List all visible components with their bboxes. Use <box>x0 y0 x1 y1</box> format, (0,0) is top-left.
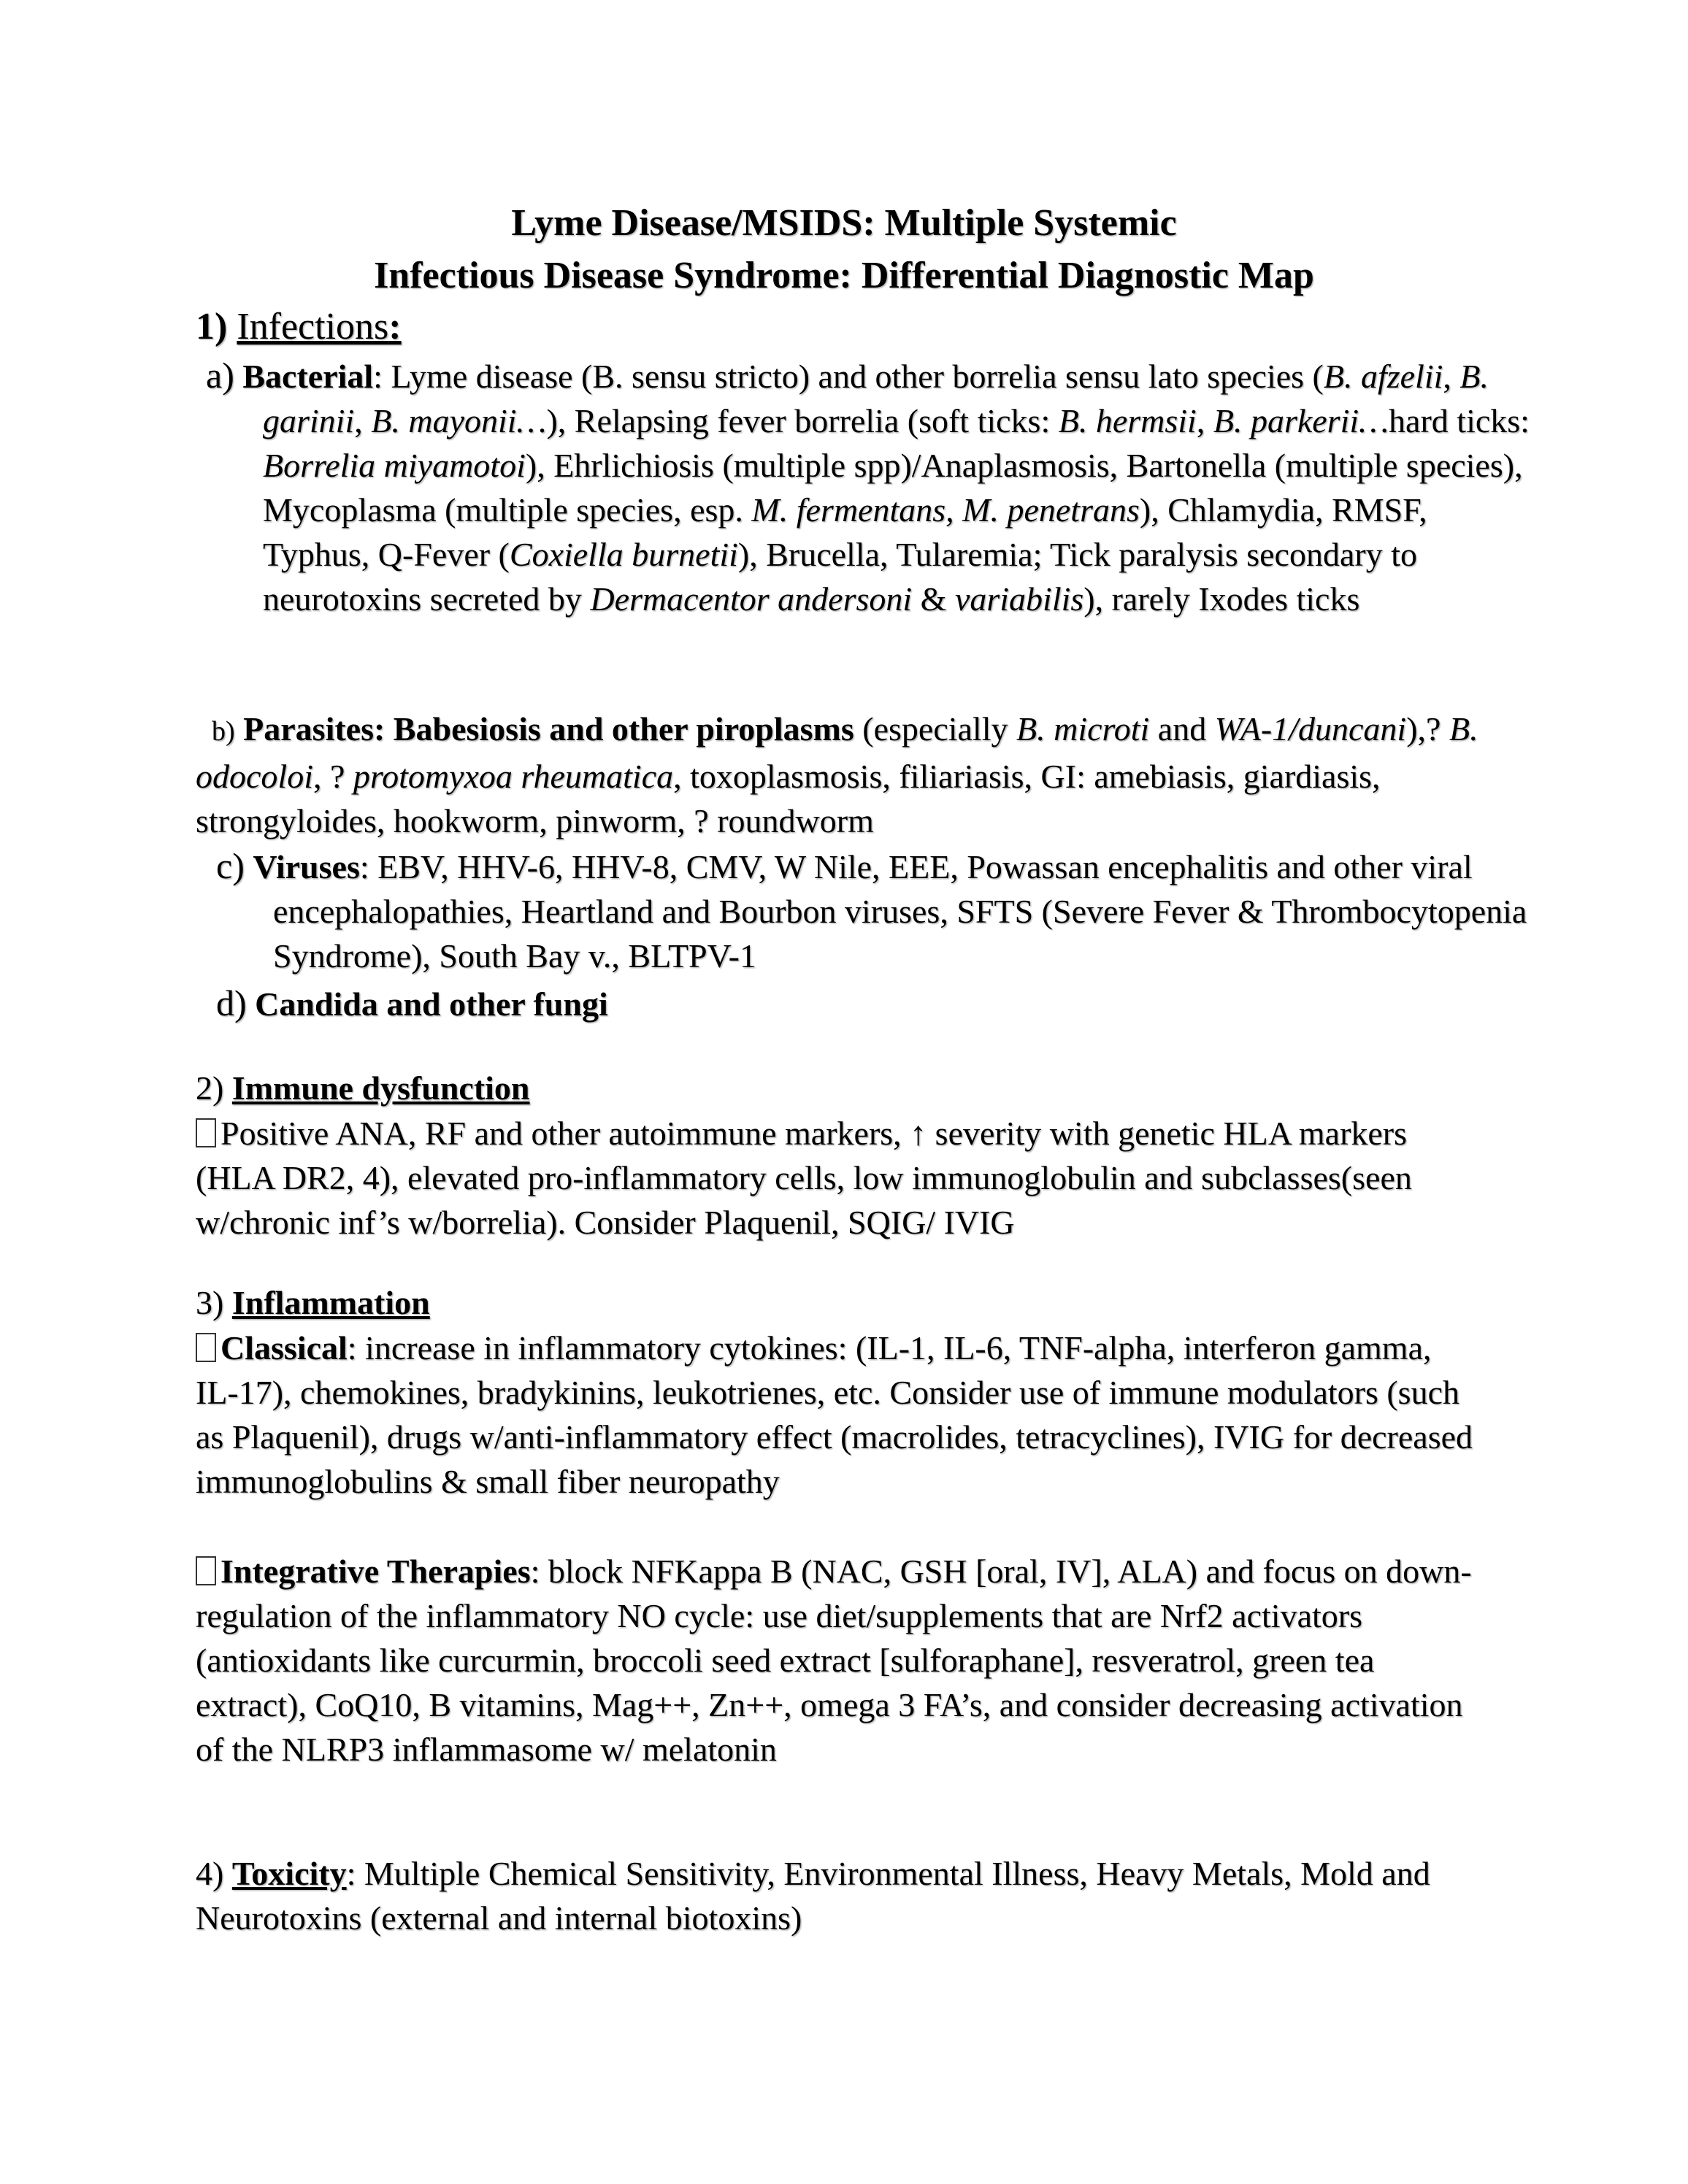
item-marker: d) <box>216 983 247 1023</box>
integrative-therapies-text <box>196 1549 1481 1772</box>
text-run: , ? <box>312 758 353 795</box>
text-run: ), Relapsing fever borrelia (soft ticks: <box>546 402 1059 439</box>
immune-dysfunction-text <box>196 1111 1481 1245</box>
item-label: Parasites: Babesiosis and other piroplasms <box>243 710 854 747</box>
text-run: : EBV, HHV-6, HHV-8, CMV, W Nile, EEE, Powassan encephalitis and other viral encephalopathies, Heartland and Bourbon viruses, SFTS (Severe Fever & Thrombocytopenia Syndrome), South Bay v., BLTPV-1 <box>273 848 1527 974</box>
section-number: 3) <box>196 1284 232 1321</box>
italic-run: B. afzelii <box>1323 358 1443 395</box>
section-number: 4) <box>196 1855 232 1892</box>
italic-run: B. garinii <box>263 358 1489 439</box>
section-number: 2) <box>196 1069 232 1107</box>
text-run: , <box>1196 402 1213 439</box>
section-label: Toxicity <box>231 1855 347 1892</box>
italic-run: B. hermsii <box>1058 402 1197 439</box>
item-label: Classical <box>220 1329 348 1366</box>
classical-inflammation-text <box>196 1326 1481 1504</box>
text-run: , toxoplasmosis, filiariasis, GI: amebiasis, giardiasis, strongyloides, hookworm, pinworm, ? roundworm <box>196 758 1381 839</box>
italic-run: Dermacentor andersoni <box>590 580 913 618</box>
text-run: (especially <box>853 710 1016 747</box>
missing-glyph-box-icon <box>196 1556 216 1585</box>
section-1-heading <box>196 301 402 353</box>
section-label: Infections <box>237 306 389 347</box>
page-title-line-1: Lyme Disease/MSIDS: Multiple Systemic <box>511 202 1177 244</box>
italic-run: M. fermentans, M. penetrans <box>751 491 1140 528</box>
text-run: ), rarely Ixodes ticks <box>1083 580 1360 618</box>
parasites-item <box>196 707 1481 843</box>
item-label: Bacterial <box>242 358 374 395</box>
text-run: : Multiple Chemical Sensitivity, Environmental Illness, Heavy Metals, Mold and Neurotoxins (external and internal biotoxins) <box>196 1855 1430 1937</box>
italic-run: variabilis <box>954 580 1084 618</box>
page-title-line-2: Infectious Disease Syndrome: Differential Diagnostic Map <box>374 255 1314 296</box>
text-run: ), Ehrlichiosis (multiple spp)/Anaplasmosis, Bartonella (multiple species), Mycoplasma (multiple species, esp. <box>263 447 1523 528</box>
text-run: : Lyme disease (B. sensu stricto) and other borrelia sensu lato species ( <box>373 358 1324 395</box>
text-run: & <box>912 580 955 618</box>
item-label: Integrative Therapies <box>220 1553 531 1590</box>
italic-run: Borrelia miyamotoi <box>263 447 526 484</box>
missing-glyph-box-icon <box>196 1118 216 1147</box>
fungi-item <box>216 981 1472 1026</box>
item-marker: a) <box>206 355 234 396</box>
item-label: Candida and other fungi <box>255 985 608 1023</box>
section-label: Immune dysfunction <box>231 1069 530 1107</box>
section-2-heading <box>196 1066 1481 1110</box>
item-label: Viruses <box>253 848 360 885</box>
text-run: , <box>1443 358 1460 395</box>
missing-glyph-box-icon <box>196 1333 216 1362</box>
section-label: Inflammation <box>231 1284 430 1321</box>
text-run: and <box>1149 710 1215 747</box>
italic-run: B. odocoloi <box>196 710 1478 795</box>
viruses-item <box>216 844 1529 978</box>
italic-run: protomyxoa rheumatica <box>353 758 674 795</box>
text-run: : increase in inflammatory cytokines: (IL-1, IL-6, TNF-alpha, interferon gamma, IL-17), chemokines, bradykinins, leukotrienes, etc. Consider use of immune modulators (such as Plaquenil), drugs w/anti-inflammatory effect (macrolides, tetracyclines), IVIG for decreased immunoglobulins & small fiber neuropathy <box>196 1329 1473 1500</box>
bacterial-item <box>206 353 1533 621</box>
italic-run: WA-1/duncani <box>1214 710 1407 747</box>
text-run: : block NFKappa B (NAC, GSH [oral, IV], ALA) and focus on down-regulation of the inflammatory NO cycle: use diet/supplements that are Nrf2 activators (antioxidants like curcurmin, broccoli seed extract [sulforaphane], resveratrol, green tea extract), CoQ10, B vitamins, Mag++, Zn++, omega 3 FA’s, and consider decreasing activation of the NLRP3 inflammasome w/ melatonin <box>196 1553 1472 1768</box>
text-run: ),? <box>1406 710 1449 747</box>
italic-run: B. parkerii… <box>1213 402 1389 439</box>
item-marker: b) <box>212 716 235 747</box>
text-run: ), Brucella, Tularemia; Tick paralysis secondary to neurotoxins secreted by <box>263 536 1417 618</box>
item-marker: c) <box>216 845 245 886</box>
text-run: hard ticks: <box>1389 402 1530 439</box>
section-number: 1) <box>196 306 228 347</box>
toxicity-text <box>196 1851 1481 1940</box>
italic-run: B. mayonii… <box>371 402 547 439</box>
section-colon: : <box>388 306 402 347</box>
text-run: Positive ANA, RF and other autoimmune markers, ↑ severity with genetic HLA markers (HLA DR2, 4), elevated pro-inflammatory cells, low immunoglobulin and subclasses(seen w/chronic inf’s w/borrelia). Consider Plaquenil, SQIG/ IVIG <box>196 1115 1412 1241</box>
text-run: ), Chlamydia, RMSF, Typhus, Q-Fever ( <box>263 491 1427 573</box>
italic-run: B. microti <box>1016 710 1150 747</box>
text-run: , <box>354 402 372 439</box>
section-3-heading <box>196 1280 1481 1325</box>
italic-run: Coxiella burnetii <box>509 536 738 573</box>
